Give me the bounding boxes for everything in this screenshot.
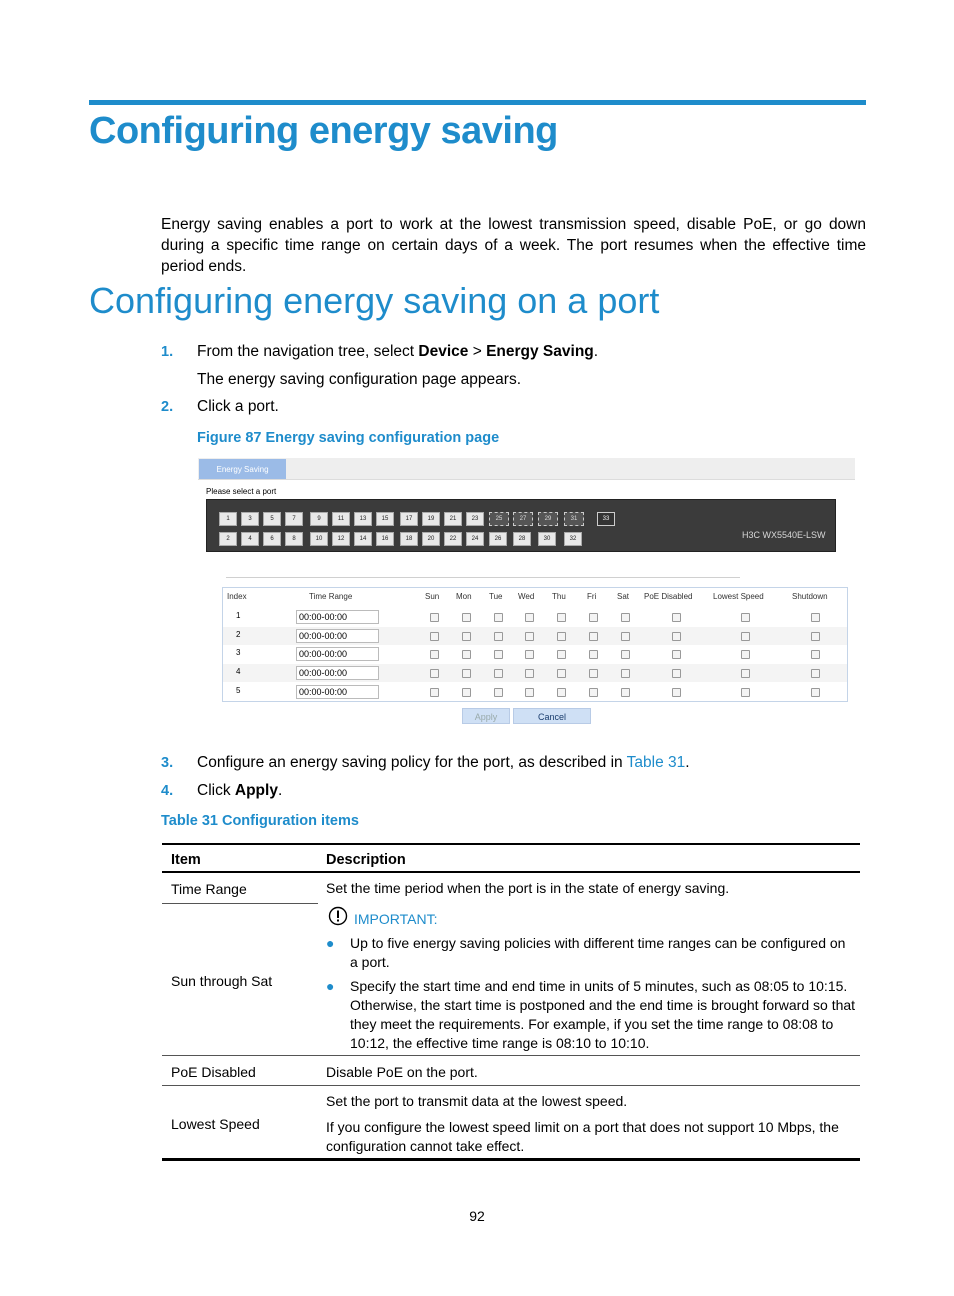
checkbox[interactable] xyxy=(589,669,598,678)
intro-paragraph: Energy saving enables a port to work at the lowest transmission speed, disable PoE, or go down during a specific time range on certain days of a week. The port resumes when the effective time period ends. xyxy=(161,216,866,275)
row-index: 1 xyxy=(236,611,241,620)
heading-rule xyxy=(89,100,866,105)
checkbox[interactable] xyxy=(494,669,503,678)
checkbox[interactable] xyxy=(741,669,750,678)
port-24[interactable]: 24 xyxy=(466,532,484,546)
port-5[interactable]: 5 xyxy=(263,512,281,526)
checkbox[interactable] xyxy=(525,650,534,659)
port-7[interactable]: 7 xyxy=(285,512,303,526)
step-1: 1. From the navigation tree, select Device > Energy Saving. xyxy=(161,343,599,360)
row-desc: If you configure the lowest speed limit on a port that does not support 10 Mbps, the configuration cannot take effect. xyxy=(326,1119,839,1154)
port-6[interactable]: 6 xyxy=(263,532,281,546)
warning-icon xyxy=(328,906,348,926)
table-top-rule xyxy=(162,843,860,845)
checkbox[interactable] xyxy=(741,650,750,659)
page-title: Configuring energy saving xyxy=(89,110,558,152)
row-index: 3 xyxy=(236,648,241,658)
checkbox[interactable] xyxy=(557,669,566,678)
time-range-input[interactable]: 00:00-00:00 xyxy=(296,666,379,680)
row-divider xyxy=(162,903,318,904)
column-header: PoE Disabled xyxy=(644,592,693,601)
checkbox[interactable] xyxy=(621,688,630,697)
checkbox[interactable] xyxy=(430,632,439,641)
column-header: Mon xyxy=(456,592,472,601)
port-10[interactable]: 10 xyxy=(310,532,328,546)
checkbox[interactable] xyxy=(462,650,471,659)
table-bottom-rule xyxy=(162,1158,860,1161)
port-4[interactable]: 4 xyxy=(241,532,259,546)
col-item-header: Item xyxy=(171,852,201,868)
row-desc: Set the port to transmit data at the lowest speed. xyxy=(326,1093,628,1109)
port-31[interactable]: 31 xyxy=(564,512,584,526)
checkbox[interactable] xyxy=(430,650,439,659)
port-15[interactable]: 15 xyxy=(376,512,394,526)
table-caption: Table 31 Configuration items xyxy=(161,813,359,829)
checkbox[interactable] xyxy=(672,650,681,659)
checkbox[interactable] xyxy=(494,688,503,697)
checkbox[interactable] xyxy=(462,669,471,678)
checkbox[interactable] xyxy=(462,613,471,622)
checkbox[interactable] xyxy=(494,650,503,659)
row-index: 2 xyxy=(236,629,241,639)
port-20[interactable]: 20 xyxy=(422,532,440,546)
column-header: Lowest Speed xyxy=(713,592,764,601)
column-header: Time Range xyxy=(309,592,353,601)
checkbox[interactable] xyxy=(557,650,566,659)
checkbox[interactable] xyxy=(672,688,681,697)
port-16[interactable]: 16 xyxy=(376,532,394,546)
row-index: 4 xyxy=(236,667,241,677)
port-30[interactable]: 30 xyxy=(538,532,556,546)
step-1-note: The energy saving configuration page appears. xyxy=(197,371,521,388)
checkbox[interactable] xyxy=(430,669,439,678)
checkbox[interactable] xyxy=(525,688,534,697)
checkbox[interactable] xyxy=(741,688,750,697)
checkbox[interactable] xyxy=(621,632,630,641)
port-28[interactable]: 28 xyxy=(513,532,531,546)
checkbox[interactable] xyxy=(525,669,534,678)
col-desc-header: Description xyxy=(326,852,406,868)
port-27[interactable]: 27 xyxy=(513,512,533,526)
port-32[interactable]: 32 xyxy=(564,532,582,546)
checkbox[interactable] xyxy=(494,613,503,622)
time-range-input[interactable]: 00:00-00:00 xyxy=(296,629,379,643)
checkbox[interactable] xyxy=(589,613,598,622)
checkbox[interactable] xyxy=(462,688,471,697)
switch-panel xyxy=(206,499,836,552)
page-number: 92 xyxy=(469,1208,485,1224)
checkbox[interactable] xyxy=(557,632,566,641)
port-3[interactable]: 3 xyxy=(241,512,259,526)
apply-button[interactable]: Apply xyxy=(462,708,510,724)
step-3: 3. Configure an energy saving policy for the port, as described in Table 31. xyxy=(161,754,690,771)
row-divider xyxy=(162,1055,860,1056)
checkbox[interactable] xyxy=(589,688,598,697)
column-header: Index xyxy=(227,592,247,601)
port-33[interactable]: 33 xyxy=(597,512,615,526)
list-item: ● Specify the start time and end time in units of 5 minutes, such as 08:05 to 10:15. Otherwise, the start time is postponed and the end time is brought forward so that they meet the requirements. For example, if you set the time range to 08:08 to 10:12, the effective time range is 08:10 to 10:10. xyxy=(326,978,856,1051)
port-23[interactable]: 23 xyxy=(466,512,484,526)
checkbox[interactable] xyxy=(741,632,750,641)
port-1[interactable]: 1 xyxy=(219,512,237,526)
column-header: Wed xyxy=(518,592,535,601)
step-4: 4. Click Apply. xyxy=(161,782,283,799)
checkbox[interactable] xyxy=(525,632,534,641)
step-2: 2. Click a port. xyxy=(161,398,279,415)
row-item: Sun through Sat xyxy=(171,973,273,989)
checkbox[interactable] xyxy=(672,613,681,622)
checkbox[interactable] xyxy=(811,613,820,622)
port-13[interactable]: 13 xyxy=(354,512,372,526)
row-item: Lowest Speed xyxy=(171,1116,260,1132)
checkbox[interactable] xyxy=(811,669,820,678)
port-21[interactable]: 21 xyxy=(444,512,462,526)
checkbox[interactable] xyxy=(525,613,534,622)
figure-tab-bar xyxy=(198,458,855,480)
checkbox[interactable] xyxy=(430,613,439,622)
checkbox[interactable] xyxy=(494,632,503,641)
table-31-link[interactable]: Table 31 xyxy=(626,754,686,771)
checkbox[interactable] xyxy=(462,632,471,641)
row-index: 5 xyxy=(236,685,241,695)
checkbox[interactable] xyxy=(621,650,630,659)
port-22[interactable]: 22 xyxy=(444,532,462,546)
column-header: Shutdown xyxy=(792,592,828,601)
port-14[interactable]: 14 xyxy=(354,532,372,546)
cancel-button[interactable]: Cancel xyxy=(513,708,591,724)
checkbox[interactable] xyxy=(811,650,820,659)
row-item: PoE Disabled xyxy=(171,1064,256,1080)
section-title: Configuring energy saving on a port xyxy=(89,280,660,321)
column-header: Tue xyxy=(489,592,503,601)
checkbox[interactable] xyxy=(811,688,820,697)
port-25[interactable]: 25 xyxy=(489,512,509,526)
time-range-input[interactable]: 00:00-00:00 xyxy=(296,610,379,624)
divider xyxy=(226,577,740,578)
row-divider xyxy=(162,1085,860,1086)
port-18[interactable]: 18 xyxy=(400,532,418,546)
list-item: ● Up to five energy saving policies with different time ranges can be configured on a port. xyxy=(326,935,846,970)
column-header: Sat xyxy=(617,592,630,601)
port-29[interactable]: 29 xyxy=(538,512,558,526)
checkbox[interactable] xyxy=(621,669,630,678)
row-desc: Disable PoE on the port. xyxy=(326,1064,478,1080)
checkbox[interactable] xyxy=(430,688,439,697)
time-range-input[interactable]: 00:00-00:00 xyxy=(296,647,379,661)
port-11[interactable]: 11 xyxy=(332,512,350,526)
port-8[interactable]: 8 xyxy=(285,532,303,546)
checkbox[interactable] xyxy=(557,688,566,697)
checkbox[interactable] xyxy=(672,632,681,641)
port-2[interactable]: 2 xyxy=(219,532,237,546)
column-header: Fri xyxy=(587,592,597,601)
time-range-input[interactable]: 00:00-00:00 xyxy=(296,685,379,699)
figure-caption: Figure 87 Energy saving configuration page xyxy=(197,430,500,446)
checkbox[interactable] xyxy=(621,613,630,622)
port-17[interactable]: 17 xyxy=(400,512,418,526)
energy-saving-tab[interactable]: Energy Saving xyxy=(199,459,286,479)
header-rule xyxy=(162,871,860,873)
checkbox[interactable] xyxy=(589,650,598,659)
switch-model-label: H3C WX5540E-LSW xyxy=(742,530,826,540)
column-header: Thu xyxy=(552,592,566,601)
select-port-label: Please select a port xyxy=(206,487,277,496)
port-12[interactable]: 12 xyxy=(332,532,350,546)
checkbox[interactable] xyxy=(811,632,820,641)
row-item: Time Range xyxy=(171,881,247,897)
checkbox[interactable] xyxy=(741,613,750,622)
checkbox[interactable] xyxy=(672,669,681,678)
port-26[interactable]: 26 xyxy=(489,532,507,546)
port-9[interactable]: 9 xyxy=(310,512,328,526)
column-header: Sun xyxy=(425,592,440,601)
checkbox[interactable] xyxy=(557,613,566,622)
port-19[interactable]: 19 xyxy=(422,512,440,526)
row-desc: Set the time period when the port is in the state of energy saving. xyxy=(326,880,730,896)
checkbox[interactable] xyxy=(589,632,598,641)
